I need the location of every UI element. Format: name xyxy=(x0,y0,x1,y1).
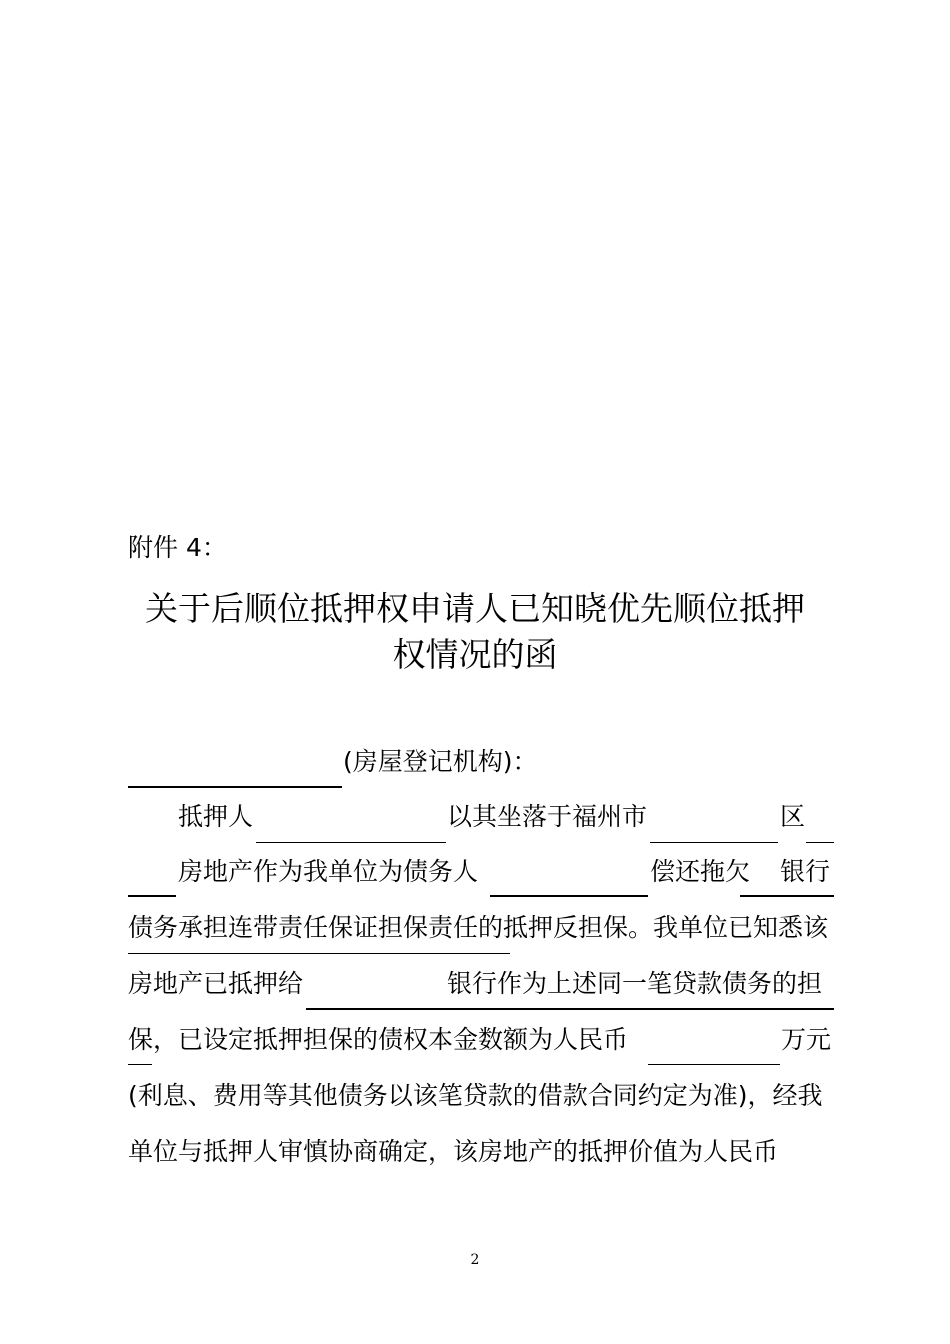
debtor-blank xyxy=(490,895,648,897)
mortgagor-blank xyxy=(256,842,446,843)
principal-text: 保，已设定抵押担保的债权本金数额为人民币 xyxy=(128,1025,629,1054)
principal-blank-lead xyxy=(128,1064,152,1065)
bank-text-1: 银行 xyxy=(780,857,831,886)
location-text: 以其坐落于福州市 xyxy=(447,802,648,831)
title-line-2: 权情况的函 xyxy=(392,635,558,674)
address-blank-cont xyxy=(128,895,176,897)
bank-blank-1 xyxy=(740,895,834,897)
debt-blank xyxy=(128,953,510,954)
body-line-7: 单位与抵押人审慎协商确定，该房地产的抵押价值为人民币 xyxy=(128,1137,779,1166)
mortgagor-label: 抵押人 xyxy=(178,802,254,831)
principal-amount-blank xyxy=(648,1064,780,1065)
district-text: 区 xyxy=(780,802,806,831)
ten-thousand-yuan-text: 万元 xyxy=(781,1025,832,1054)
bank-text-2: 银行作为上述同一笔贷款债务的担 xyxy=(447,969,823,998)
title-line-1: 关于后顺位抵押权申请人已知晓优先顺位抵押 xyxy=(145,589,805,628)
mortgaged-to-text: 房地产已抵押给 xyxy=(128,969,304,998)
addressee-blank xyxy=(128,786,342,788)
attachment-label: 附件 4： xyxy=(128,533,227,562)
district-blank xyxy=(650,842,778,843)
page-number: 2 xyxy=(470,1252,480,1268)
body-line-6: (利息、费用等其他债务以该笔贷款的借款合同约定为准)，经我 xyxy=(128,1081,823,1110)
address-blank-tail xyxy=(806,842,834,843)
debtor-text: 房地产作为我单位为债务人 xyxy=(178,857,479,886)
body-line-3: 债务承担连带责任保证担保责任的抵押反担保。我单位已知悉该 xyxy=(128,913,829,942)
repay-text: 偿还拖欠 xyxy=(650,857,751,886)
addressee-suffix: (房屋登记机构)： xyxy=(343,747,538,776)
bank-blank-2 xyxy=(306,1008,834,1010)
